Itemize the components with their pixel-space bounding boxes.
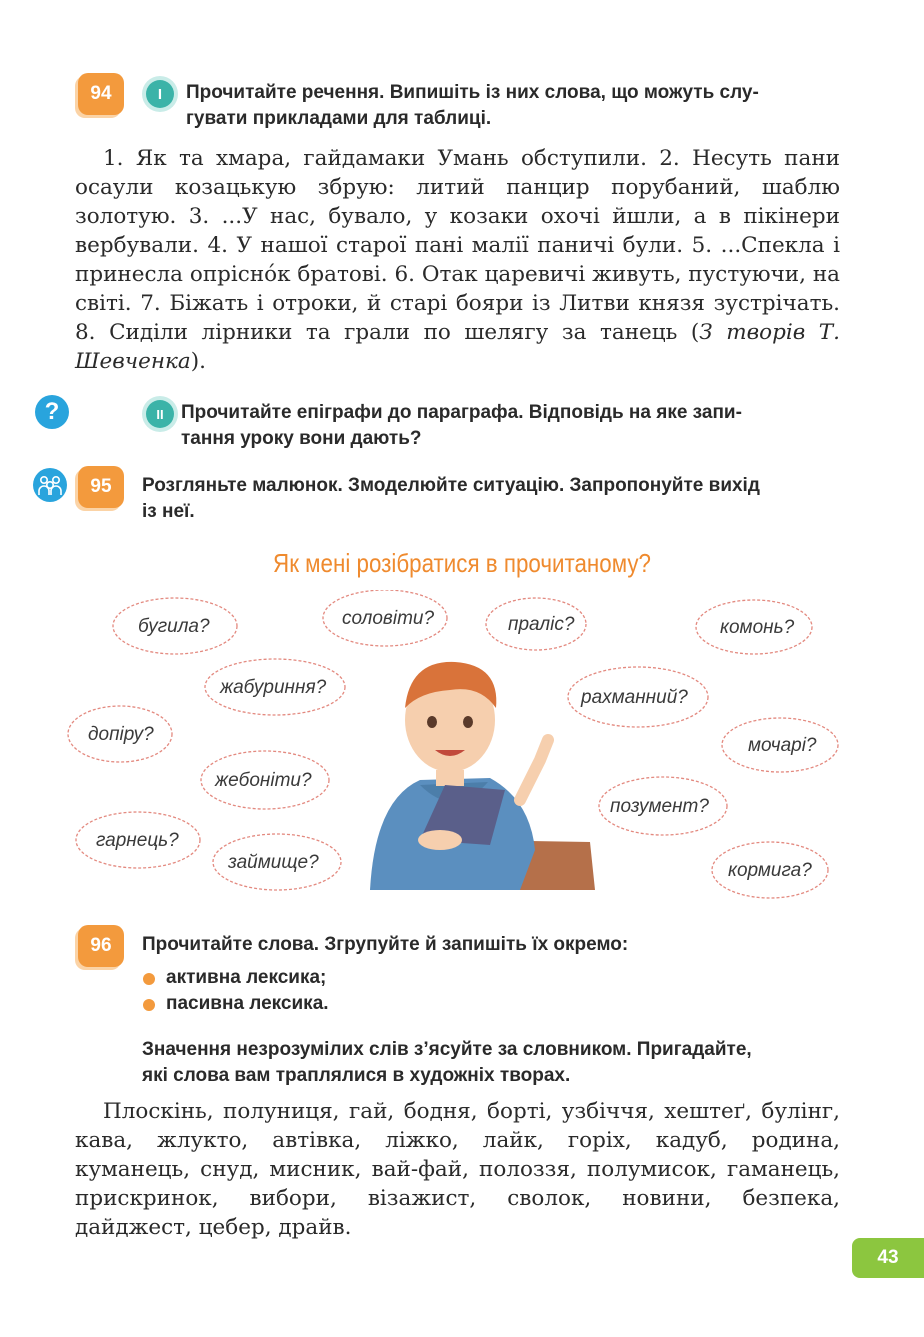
exercise-note — [142, 1037, 752, 1089]
exercise-task: Прочитайте слова. Згрупуйте й запишіть їх окремо: — [142, 934, 629, 955]
cloud-word: мочарі? — [748, 735, 817, 756]
cloud-word: праліс? — [508, 614, 575, 635]
question-icon: ? — [35, 395, 69, 429]
task-line: Розгляньте малюнок. Змоделюйте ситуацію. Запропонуйте вихід — [142, 475, 760, 496]
cloud-word: займище? — [228, 852, 319, 873]
note-line: які слова вам траплялися в художніх творах. — [142, 1065, 571, 1086]
cloud-word: кормига? — [728, 860, 812, 881]
task-line: із неї. — [142, 501, 195, 522]
roman-numeral-badge: II — [146, 400, 174, 428]
exercise-number-badge: 94 — [78, 73, 124, 115]
bullet-icon — [143, 973, 155, 985]
cloud-word: позумент? — [610, 796, 709, 817]
task-line: Прочитайте речення. Випишіть із них слова, що можуть слу- — [186, 82, 759, 103]
exercise-text — [75, 144, 840, 376]
task-line: тання уроку вони дають? — [181, 428, 422, 449]
exercise-task — [186, 80, 759, 132]
illustration-heading: Як мені розібратися в прочитаному? — [273, 548, 651, 578]
word-list: Плоскінь, полуниця, гай, бодня, борті, узбіччя, хештеґ, булінг, кава, жлукто, автівка, ліжко, лайк, горіх, кадуб, родина, куманець, снуд, мисник, вай-фай, полоззя, полумисок, гаманець, прискринок, вибори, візажист, сволок, новини, безпека, дайджест, цебер, драйв. — [75, 1099, 840, 1240]
sentences: 1. Як та хмара, гайдамаки Умань обступили. 2. Несуть пани осаули козацькую збрую: литий панцир порубаний, шаблю золотую. 3. ...У нас, бувало, у козаки охочі йшли, а в пікінери вербували. 4. У нашої старої пані малії паничі були. 5. ...Спекла і принесла опрісно́к братові. 6. Отак царевичі живуть, пустуючи, на світі. 7. Біжать і отроки, й старі бояри із Литви князя зустрічать. 8. Сиділи лірники та грали по шелягу за танець ( — [75, 146, 840, 345]
bullet-icon — [143, 999, 155, 1011]
task-line: гувати прикладами для таблиці. — [186, 108, 492, 129]
exercise-number-badge: 96 — [78, 925, 124, 967]
page-number: 43 — [852, 1238, 924, 1278]
cloud-word: рахманний? — [581, 687, 688, 708]
cloud-word: жебоніти? — [215, 770, 312, 791]
cloud-word: комонь? — [720, 617, 795, 638]
bullet-item: активна лексика; — [166, 967, 327, 988]
bullet-item: пасивна лексика. — [166, 993, 329, 1014]
question-task — [181, 400, 742, 452]
group-work-icon — [33, 468, 67, 502]
note-line: Значення незрозумілих слів з’ясуйте за словником. Пригадайте, — [142, 1039, 752, 1060]
cloud-word: жабуриння? — [220, 677, 327, 698]
exercise-number-badge: 95 — [78, 466, 124, 508]
cloud-word: бугила? — [138, 616, 210, 637]
roman-numeral-badge: I — [146, 80, 174, 108]
cloud-word: гарнець? — [96, 830, 179, 851]
cloud-word: допіру? — [88, 724, 154, 745]
text-end: ). — [190, 349, 206, 374]
exercise-task — [142, 473, 760, 525]
boy-with-laptop — [370, 662, 595, 890]
task-line: Прочитайте епіграфи до параграфа. Відповідь на яке запи- — [181, 402, 742, 423]
cloud-word: соловіти? — [342, 608, 435, 629]
source-attribution: З творів Т. Шевченка — [75, 320, 840, 374]
